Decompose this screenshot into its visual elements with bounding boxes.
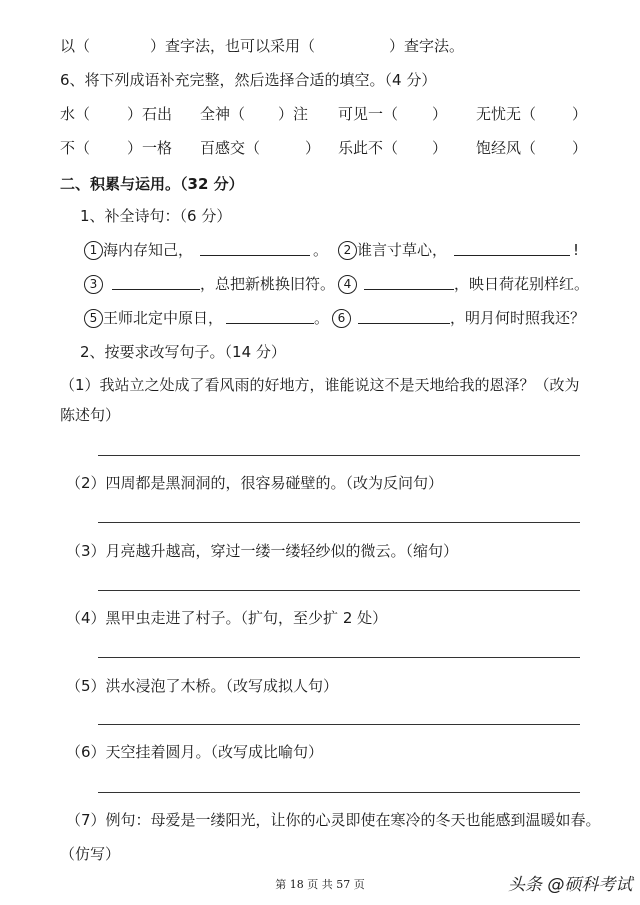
circled-number: 3 xyxy=(84,275,103,294)
answer-line-3[interactable] xyxy=(98,590,580,591)
poem-item-2: 2 谁言寸草心， xyxy=(338,239,447,261)
poem-blank-2[interactable] xyxy=(454,239,570,256)
watermark: 头条 @硕科考试 xyxy=(508,875,633,895)
poem-blank-3[interactable] xyxy=(112,273,200,290)
poem-item-5: 5 王师北定中原日， xyxy=(84,307,223,329)
page-number: 第 18 页 共 57 页 xyxy=(275,878,365,891)
circled-number: 6 xyxy=(332,309,351,328)
answer-line-6[interactable] xyxy=(98,792,580,793)
circled-number: 5 xyxy=(84,309,103,328)
circled-number: 2 xyxy=(338,241,357,260)
poem-item-1: 1 海内存知己， xyxy=(84,239,193,261)
poem-blank-4[interactable] xyxy=(364,273,454,290)
poem-blank-1[interactable] xyxy=(200,239,310,256)
poem-blank-5[interactable] xyxy=(226,307,314,324)
answer-line-1[interactable] xyxy=(98,455,580,456)
answer-line-5[interactable] xyxy=(98,724,580,725)
poem-blank-6[interactable] xyxy=(358,307,450,324)
answer-line-2[interactable] xyxy=(98,522,580,523)
poem-item-6 xyxy=(332,307,351,329)
poem-item-3 xyxy=(84,273,103,295)
answer-line-4[interactable] xyxy=(98,657,580,658)
circled-number: 4 xyxy=(338,275,357,294)
poem-item-4 xyxy=(338,273,357,295)
circled-number: 1 xyxy=(84,241,103,260)
